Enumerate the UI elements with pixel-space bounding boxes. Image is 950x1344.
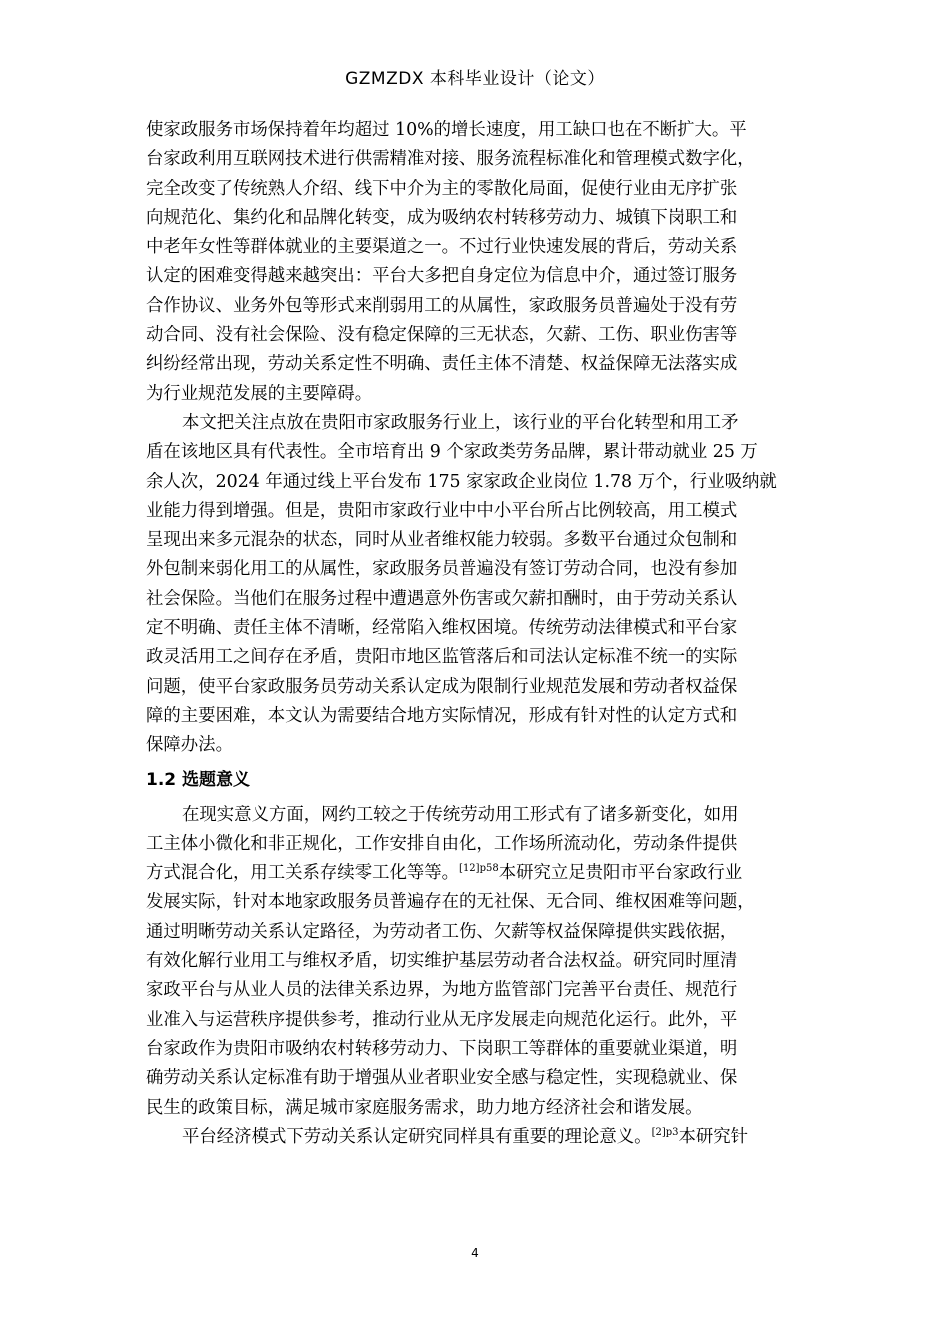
text-line: 盾在该地区具有代表性。全市培育出 9 个家政类劳务品牌，累计带动就业 25 万 [146, 442, 758, 463]
text-line: 使家政服务市场保持着年均超过 10%的增长速度，用工缺口也在不断扩大。平 [146, 120, 747, 140]
text-segment: 方式混合化，用工关系存续零工化等等。 [146, 863, 460, 884]
text-line: 动合同、没有社会保险、没有稳定保障的三无状态，欠薪、工伤、职业伤害等 [146, 325, 738, 346]
text-line: 家政平台与从业人员的法律关系边界，为地方监管部门完善平台责任、规范行 [146, 980, 738, 1001]
text-line: 定不明确、责任主体不清晰，经常陷入维权困境。传统劳动法律模式和平台家 [146, 618, 738, 639]
text-line: 外包制来弱化用工的从属性，家政服务员普遍没有签订劳动合同，也没有参加 [146, 559, 738, 580]
text-line: 政灵活用工之间存在矛盾，贵阳市地区监管落后和司法认定标准不统一的实际 [146, 647, 738, 668]
section-heading: 1.2 选题意义 [146, 769, 251, 790]
body-paragraph [146, 801, 810, 1123]
page-header: GZMZDX 本科毕业设计（论文） [345, 69, 605, 89]
document-body [146, 116, 810, 1152]
text-line: 业准入与运营秩序提供参考，推动行业从无序发展走向规范化运行。此外，平 [146, 1009, 738, 1030]
text-line: 业能力得到增强。但是，贵阳市家政行业中中小平台所占比例较高，用工模式 [146, 500, 738, 521]
text-segment: 本研究立足贵阳市平台家政行业 [498, 863, 743, 884]
text-line: 障的主要困难，本文认为需要结合地方实际情况，形成有针对性的认定方式和 [146, 705, 738, 726]
text-line: 为行业规范发展的主要障碍。 [146, 383, 373, 404]
text-line: 台家政作为贵阳市吸纳农村转移劳动力、下岗职工等群体的重要就业渠道，明 [146, 1038, 738, 1059]
text-line: 向规范化、集约化和品牌化转变，成为吸纳农村转移劳动力、城镇下岗职工和 [146, 207, 738, 228]
text-segment: 平台经济模式下劳动关系认定研究同样具有重要的理论意义。 [182, 1126, 652, 1147]
body-paragraph [146, 116, 810, 409]
text-line [146, 859, 810, 888]
text-line: 台家政利用互联网技术进行供需精准对接、服务流程标准化和管理模式数字化， [146, 149, 755, 170]
text-line [146, 1123, 810, 1152]
citation-marker: [12]p58 [459, 863, 499, 875]
body-paragraph [146, 409, 810, 761]
text-line: 合作协议、业务外包等形式来削弱用工的从属性，家政服务员普遍处于没有劳 [146, 295, 738, 316]
text-line: 本文把关注点放在贵阳市家政服务行业上，该行业的平台化转型和用工矛 [182, 412, 739, 433]
text-line: 保障办法。 [146, 735, 233, 756]
text-line: 发展实际，针对本地家政服务员普遍存在的无社保、无合同、维权困难等问题， [146, 892, 755, 913]
text-line: 余人次，2024 年通过线上平台发布 175 家家政企业岗位 1.78 万个，行业吸纳就 [146, 471, 777, 492]
text-line: 认定的困难变得越来越突出：平台大多把自身定位为信息中介，通过签订服务 [146, 266, 738, 287]
text-line: 在现实意义方面，网约工较之于传统劳动用工形式有了诸多新变化，如用 [182, 804, 739, 825]
text-line: 社会保险。当他们在服务过程中遭遇意外伤害或欠薪扣酬时，由于劳动关系认 [146, 588, 738, 609]
text-line: 民生的政策目标，满足城市家庭服务需求，助力地方经济社会和谐发展。 [146, 1097, 703, 1118]
page-number: 4 [471, 1246, 479, 1260]
text-line: 纠纷经常出现，劳动关系定性不明确、责任主体不清楚、权益保障无法落实成 [146, 354, 738, 375]
text-line: 确劳动关系认定标准有助于增强从业者职业安全感与稳定性，实现稳就业、保 [146, 1068, 738, 1089]
text-line: 呈现出来多元混杂的状态，同时从业者维权能力较弱。多数平台通过众包制和 [146, 530, 738, 551]
text-line: 中老年女性等群体就业的主要渠道之一。不过行业快速发展的背后，劳动关系 [146, 237, 738, 258]
text-line: 完全改变了传统熟人介绍、线下中介为主的零散化局面，促使行业由无序扩张 [146, 178, 738, 199]
body-paragraph [146, 1123, 810, 1152]
text-line: 问题，使平台家政服务员劳动关系认定成为限制行业规范发展和劳动者权益保 [146, 676, 738, 697]
text-segment: 本研究针 [678, 1126, 749, 1147]
citation-marker: [2]p3 [651, 1127, 679, 1138]
text-line: 通过明晰劳动关系认定路径，为劳动者工伤、欠薪等权益保障提供实践依据， [146, 921, 738, 942]
text-line: 工主体小微化和非正规化，工作安排自由化，工作场所流动化，劳动条件提供 [146, 833, 738, 854]
text-line: 有效化解行业用工与维权矛盾，切实维护基层劳动者合法权益。研究同时厘清 [146, 951, 738, 972]
